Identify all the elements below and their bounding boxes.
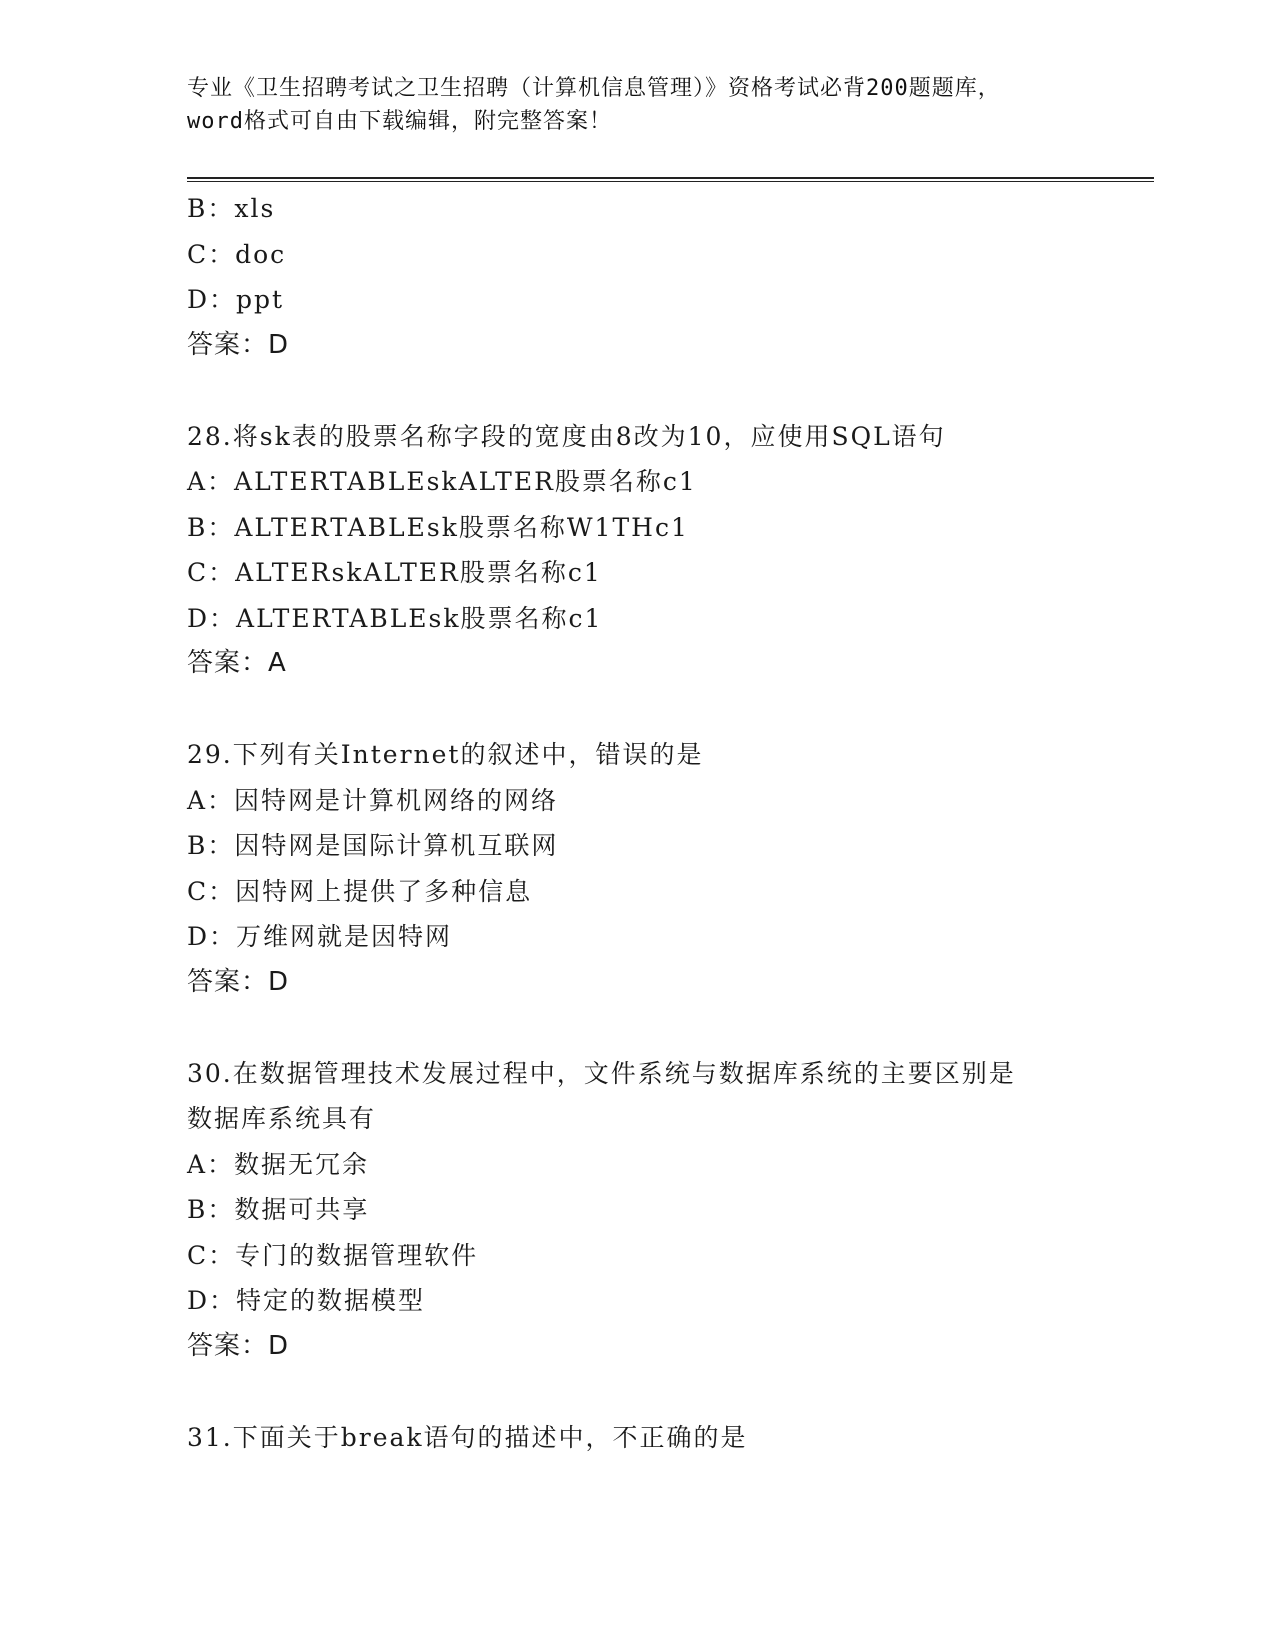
answer-label: 答案：D — [187, 966, 290, 997]
spacer — [187, 368, 1147, 414]
answer-label: 答案：D — [187, 329, 290, 360]
option-c: C：专门的数据管理软件 — [187, 1240, 479, 1270]
answer-label: 答案：D — [187, 1330, 290, 1361]
option-c: C：ALTERskALTER股票名称c1 — [187, 558, 602, 587]
question-29 — [187, 732, 1147, 1005]
spacer — [187, 687, 1147, 733]
question-31 — [187, 1415, 1147, 1461]
option-b: B：数据可共享 — [187, 1195, 370, 1224]
option-c: C：doc — [187, 239, 287, 269]
question-28 — [187, 414, 1147, 687]
option-a: A：因特网是计算机网络的网络 — [187, 785, 559, 815]
question-stem-line-1: 30.在数据管理技术发展过程中，文件系统与数据库系统的主要区别是 — [187, 1058, 1016, 1088]
question-30 — [187, 1051, 1147, 1370]
spacer — [187, 1005, 1147, 1051]
answer-label: 答案：A — [187, 648, 287, 678]
option-d: D：ppt — [187, 285, 285, 314]
option-d: D：特定的数据模型 — [187, 1286, 426, 1315]
question-stem: 28.将sk表的股票名称字段的宽度由8改为10，应使用SQL语句 — [187, 421, 946, 451]
header-title-line-1: 专业《卫生招聘考试之卫生招聘（计算机信息管理）》资格考试必背200题题库， — [187, 76, 1001, 101]
question-stem: 29.下列有关Internet的叙述中，错误的是 — [187, 740, 704, 769]
option-d: D：ALTERTABLEsk股票名称c1 — [187, 603, 603, 633]
spacer — [187, 1369, 1147, 1415]
option-c: C：因特网上提供了多种信息 — [187, 876, 533, 906]
header-title-line-2: word格式可自由下载编辑，附完整答案！ — [187, 109, 612, 134]
option-a: A：ALTERTABLEskALTER股票名称c1 — [187, 467, 697, 496]
option-a: A：数据无冗余 — [187, 1149, 370, 1179]
header-divider — [187, 177, 1154, 182]
question-27-tail — [187, 186, 1147, 368]
option-b: B：因特网是国际计算机互联网 — [187, 831, 559, 860]
question-stem-line-2: 数据库系统具有 — [187, 1104, 377, 1133]
document-header — [187, 72, 1087, 138]
option-d: D：万维网就是因特网 — [187, 922, 453, 951]
question-stem: 31.下面关于break语句的描述中，不正确的是 — [187, 1422, 748, 1452]
question-list — [187, 186, 1147, 1460]
option-b: B：xls — [187, 194, 276, 223]
option-b: B：ALTERTABLEsk股票名称W1THc1 — [187, 512, 689, 542]
